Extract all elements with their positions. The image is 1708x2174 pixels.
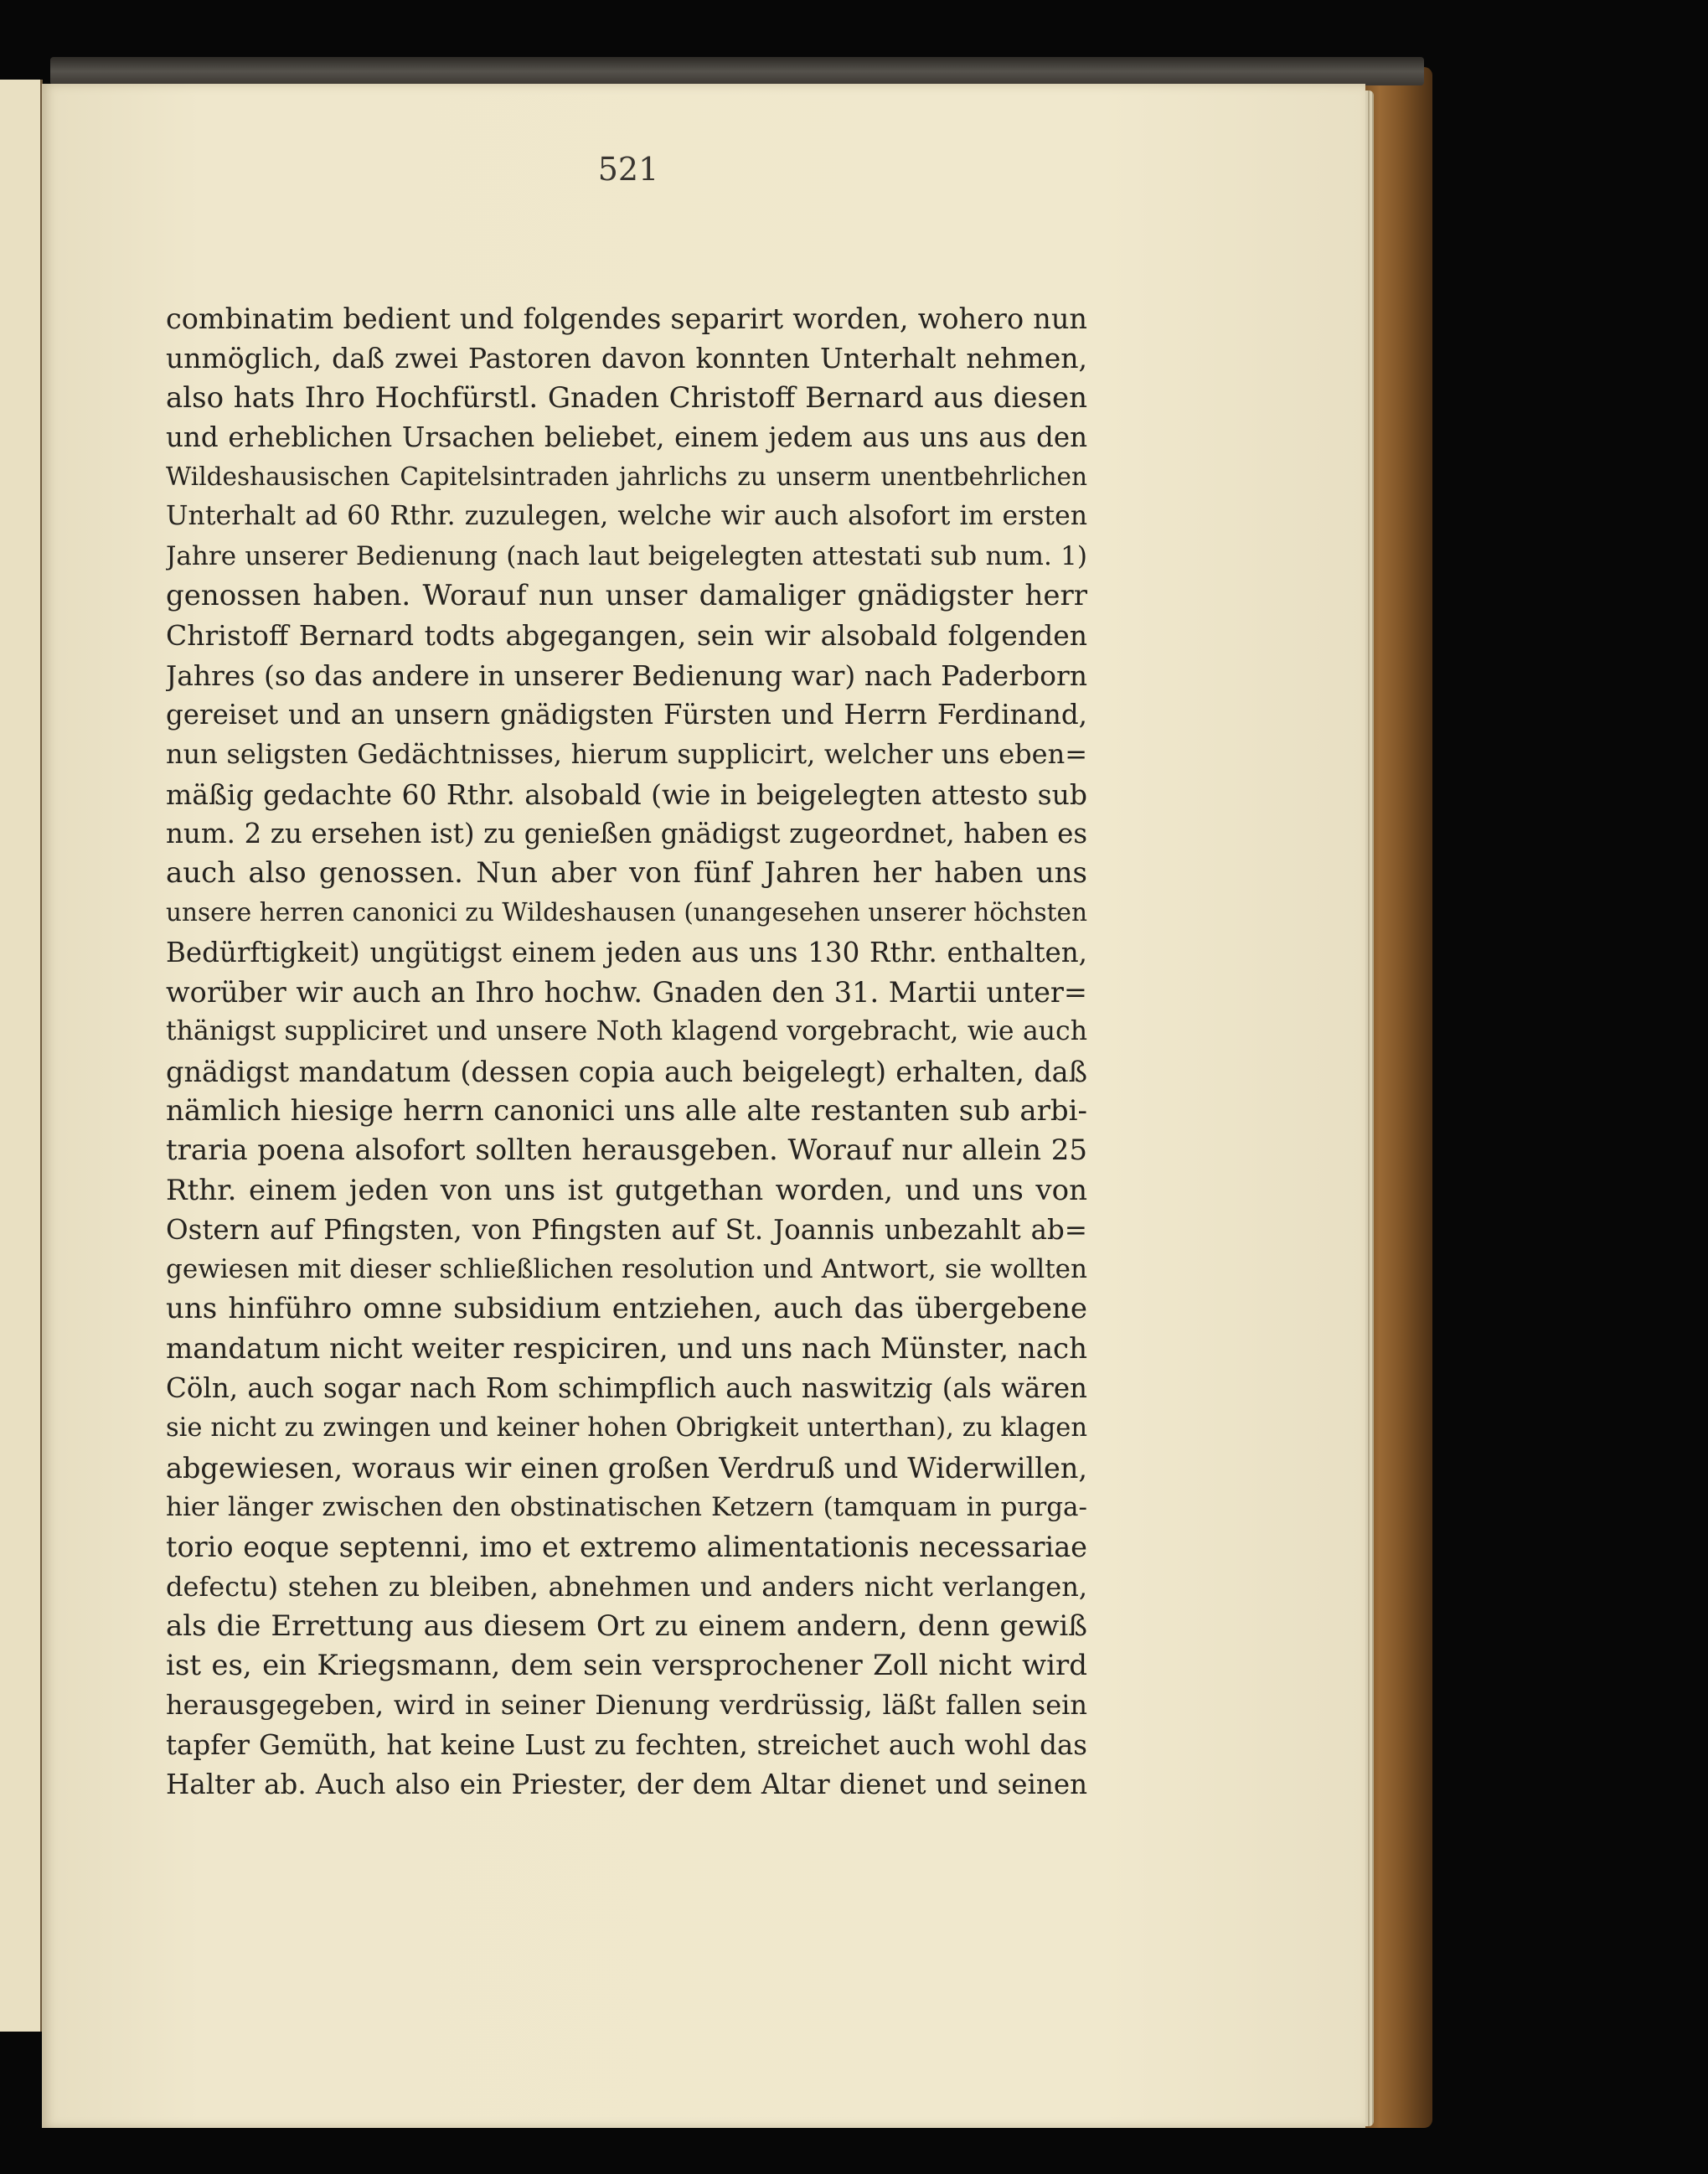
text-line: torio eoque septenni, imo et extremo alimentationis necessariae (166, 1531, 1087, 1564)
text-line: herausgegeben, wird in seiner Dienung verdrüssig, läßt fallen sein (166, 1689, 1087, 1722)
book-top-edge (50, 57, 1424, 85)
text-line: genossen haben. Worauf nun unser damaliger gnädigster herr (166, 579, 1087, 613)
text-line: gnädigst mandatum (dessen copia auch beigelegt) erhalten, daß (166, 1055, 1087, 1088)
text-line: Rthr. einem jeden von uns ist gutgethan worden, und uns von (166, 1173, 1087, 1207)
body-text (166, 299, 1087, 1805)
text-line: combinatim bedient und folgendes separirt worden, wohero nun (166, 302, 1087, 335)
text-line: und erheblichen Ursachen beliebet, einem jedem aus uns aus den (166, 421, 1087, 453)
text-line: Jahre unserer Bedienung (nach laut beigelegten attestati sub num. 1) (166, 540, 1087, 571)
text-line: Unterhalt ad 60 Rthr. zuzulegen, welche wir auch alsofort im ersten (166, 501, 1087, 532)
text-line: traria poena alsofort sollten herausgeben. Worauf nur allein 25 (166, 1133, 1087, 1168)
text-line: auch also genossen. Nun aber von fünf Jahren her haben uns (166, 856, 1087, 891)
text-line: ist es, ein Kriegsmann, dem sein versprochener Zoll nicht wird (166, 1649, 1087, 1683)
text-line: unsere herren canonici zu Wildeshausen (unangesehen unserer höchsten (166, 898, 1087, 927)
text-line: sie nicht zu zwingen und keiner hohen Obrigkeit unterthan), zu klagen (166, 1413, 1087, 1443)
text-line: Ostern auf Pfingsten, von Pfingsten auf St. Joannis unbezahlt ab= (166, 1213, 1087, 1246)
text-line: tapfer Gemüth, hat keine Lust zu fechten, streichet auch wohl das (166, 1728, 1087, 1761)
left-page-edge (0, 80, 43, 2032)
text-line: unmöglich, daß zwei Pastoren davon konnten Unterhalt nehmen, (166, 342, 1087, 375)
text-line: gereiset und an unsern gnädigsten Fürsten und Herrn Ferdinand, (166, 698, 1087, 731)
text-line: abgewiesen, woraus wir einen großen Verdruß und Widerwillen, (166, 1451, 1087, 1485)
text-line: Wildeshausischen Capitelsintraden jahrlichs zu unserm unentbehrlichen (166, 462, 1087, 492)
page-number: 521 (597, 151, 659, 188)
text-line: also hats Ihro Hochfürstl. Gnaden Christoff Bernard aus diesen (166, 380, 1087, 415)
text-line: defectu) stehen zu bleiben, abnehmen und anders nicht verlangen, (166, 1570, 1087, 1603)
text-line: num. 2 zu ersehen ist) zu genießen gnädigst zugeordnet, haben es (166, 817, 1087, 849)
text-line: Halter ab. Auch also ein Priester, der dem Altar dienet und seinen (166, 1768, 1087, 1800)
text-line: worüber wir auch an Ihro hochw. Gnaden den 31. Martii unter= (166, 976, 1087, 1010)
text-line: Jahres (so das andere in unserer Bedienung war) nach Paderborn (166, 658, 1087, 692)
text-line: nämlich hiesige herrn canonici uns alle alte restanten sub arbi- (166, 1093, 1087, 1128)
text-line: gewiesen mit dieser schließlichen resolution und Antwort, sie wollten (166, 1254, 1087, 1285)
text-line: Christoff Bernard todts abgegangen, sein wir alsobald folgenden (166, 619, 1087, 653)
text-line: mäßig gedachte 60 Rthr. alsobald (wie in beigelegten attesto sub (166, 777, 1087, 811)
text-line: nun seligsten Gedächtnisses, hierum supplicirt, welcher uns eben= (166, 738, 1087, 771)
text-line: Cöln, auch sogar nach Rom schimpflich auch naswitzig (als wären (166, 1372, 1087, 1405)
text-line: Bedürftigkeit) ungütigst einem jeden aus uns 130 Rthr. enthalten, (166, 936, 1087, 968)
text-line: mandatum nicht weiter respiciren, und uns nach Münster, nach (166, 1331, 1087, 1366)
text-line: uns hinführo omne subsidium entziehen, auch das übergebene (166, 1292, 1087, 1326)
text-line: thänigst suppliciret und unsere Noth klagend vorgebracht, wie auch (166, 1016, 1087, 1047)
text-line: hier länger zwischen den obstinatischen Ketzern (tamquam in purga- (166, 1491, 1087, 1522)
text-line: als die Errettung aus diesem Ort zu einem andern, denn gewiß (166, 1609, 1087, 1643)
